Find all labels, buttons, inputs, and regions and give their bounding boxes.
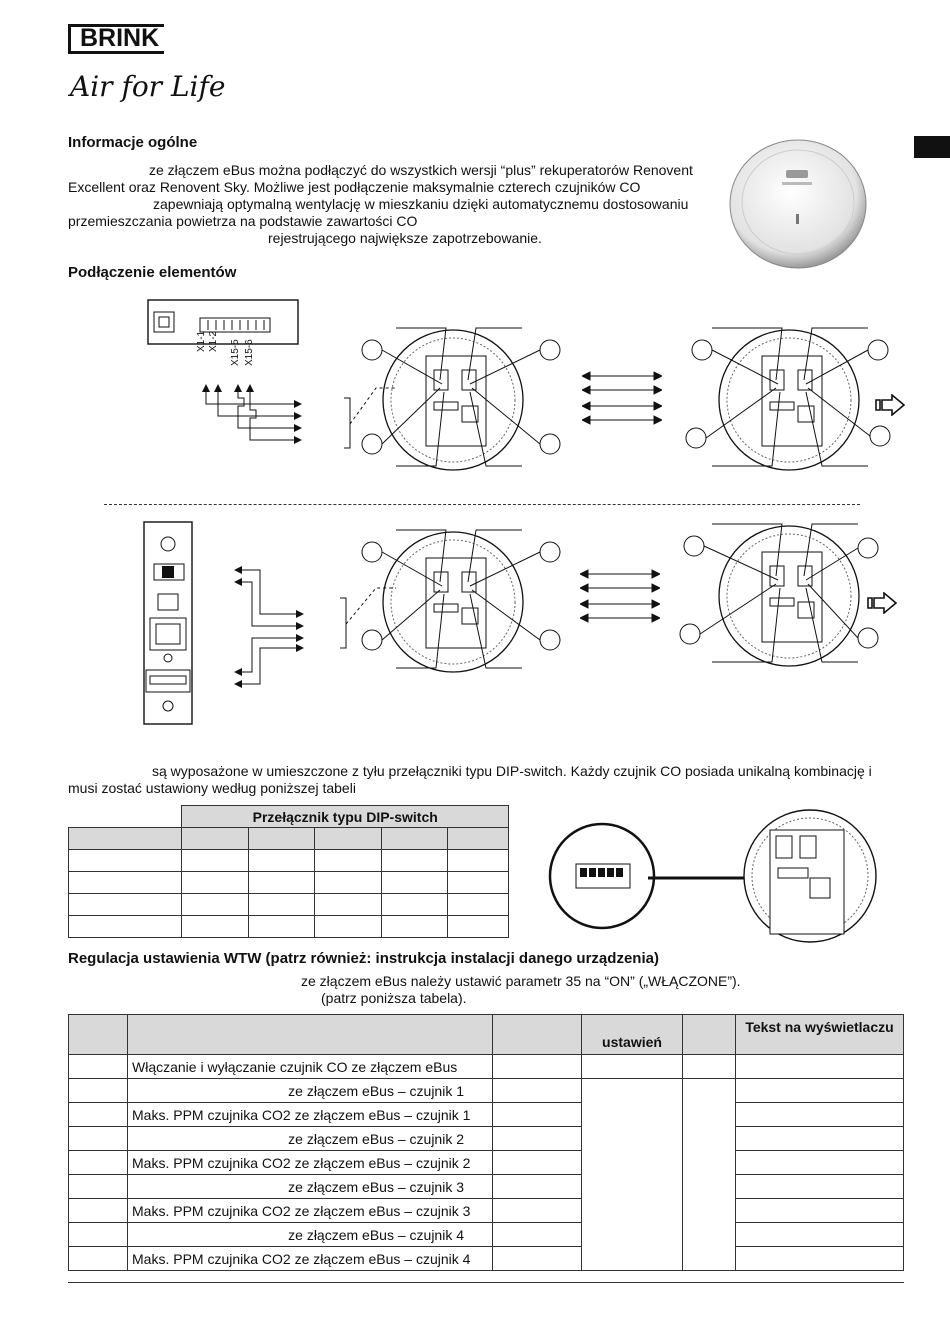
- regulation-title: Regulacja ustawienia WTW (patrz również: instrukcja instalacji danego urządzenia): [68, 950, 659, 967]
- table-row: [69, 828, 509, 850]
- row-label: Maks. PPM czujnika CO2 ze złączem eBus – czujnik 1: [128, 1103, 493, 1127]
- row-label: Maks. PPM czujnika CO2 ze złączem eBus – czujnik 4: [128, 1247, 493, 1271]
- general-line-1: ze złączem eBus można podłączyć do wszystkich wersji “plus” rekuperatorów Renovent: [149, 162, 693, 178]
- row-label: ze złączem eBus – czujnik 4: [128, 1223, 493, 1247]
- table-row: [69, 1199, 904, 1223]
- table-row: [69, 916, 509, 938]
- terminal-label-x15-5: X15-5: [230, 339, 241, 366]
- footer-rule: [68, 1282, 904, 1283]
- regulation-line-2: (patrz poniższa tabela).: [321, 990, 467, 1006]
- section-divider: [104, 504, 860, 505]
- bus-arrows-bottom: [580, 566, 660, 626]
- table-row: [69, 1103, 904, 1127]
- row-label: ze złączem eBus – czujnik 3: [128, 1175, 493, 1199]
- table-row: [69, 894, 509, 916]
- continue-arrow-icon: [874, 394, 906, 416]
- general-line-5: rejestrującego największe zapotrzebowanie.: [268, 230, 542, 246]
- sensor-wiring-diagram-3: [336, 528, 576, 678]
- header-settings: ustawień: [582, 1015, 683, 1055]
- dip-line-2: musi zostać ustawiony według poniższej tabeli: [68, 780, 356, 796]
- dip-switch-illustration: [548, 806, 878, 946]
- row-label: ze złączem eBus – czujnik 1: [128, 1079, 493, 1103]
- sensor-photo: [722, 134, 872, 272]
- bus-arrows-top: [582, 368, 662, 428]
- dip-line-1: są wyposażone w umieszczone z tyłu przełączniki typu DIP-switch. Każdy czujnik CO posiada unikalną kombinację i: [152, 763, 872, 779]
- table-row: [69, 872, 509, 894]
- table-row: [69, 1223, 904, 1247]
- unit-connector-diagram: [140, 296, 310, 460]
- general-line-2: Excellent oraz Renovent Sky. Możliwe jest podłączenie maksymalnie czterech czujników CO: [68, 179, 641, 195]
- general-info-title: Informacje ogólne: [68, 134, 198, 151]
- table-row: [69, 850, 509, 872]
- general-line-4: przemieszczania powietrza na podstawie zawartości CO: [68, 213, 418, 229]
- terminal-label-x1-1: X1-1: [196, 330, 207, 352]
- header-display-text: Tekst na wyświetlaczu: [736, 1015, 904, 1055]
- table-row: [69, 1079, 904, 1103]
- table-row: [69, 1127, 904, 1151]
- row-label: Maks. PPM czujnika CO2 ze złączem eBus – czujnik 2: [128, 1151, 493, 1175]
- general-line-3: zapewniają optymalną wentylację w mieszkaniu dzięki automatycznemu dostosowaniu: [153, 196, 689, 212]
- language-tab-marker: [914, 136, 950, 158]
- brand-logo: BRINK: [80, 24, 160, 52]
- terminal-label-x1-2: X1-2: [208, 330, 219, 352]
- dip-switch-table: [68, 805, 509, 938]
- table-row: [69, 1175, 904, 1199]
- dip-table-header: Przełącznik typu DIP-switch: [182, 806, 509, 828]
- control-panel-diagram: [142, 520, 312, 726]
- table-header-row: [69, 1015, 904, 1055]
- row-label: Maks. PPM czujnika CO2 ze złączem eBus – czujnik 3: [128, 1199, 493, 1223]
- continue-arrow-icon: [866, 592, 898, 614]
- settings-table: [68, 1014, 904, 1271]
- sensor-wiring-diagram-1: [336, 326, 576, 476]
- connection-title: Podłączenie elementów: [68, 264, 237, 281]
- table-row: [69, 1055, 904, 1079]
- table-row: [69, 1151, 904, 1175]
- terminal-label-x15-6: X15-6: [244, 339, 255, 366]
- regulation-line-1: ze złączem eBus należy ustawić parametr 35 na “ON” („WŁĄCZONE”).: [301, 973, 741, 989]
- row-label: ze złączem eBus – czujnik 2: [128, 1127, 493, 1151]
- row-label: Włączanie i wyłączanie czujnik CO ze złączem eBus: [128, 1055, 493, 1079]
- brand-tagline: Air for Life: [70, 70, 226, 103]
- table-row: [69, 1247, 904, 1271]
